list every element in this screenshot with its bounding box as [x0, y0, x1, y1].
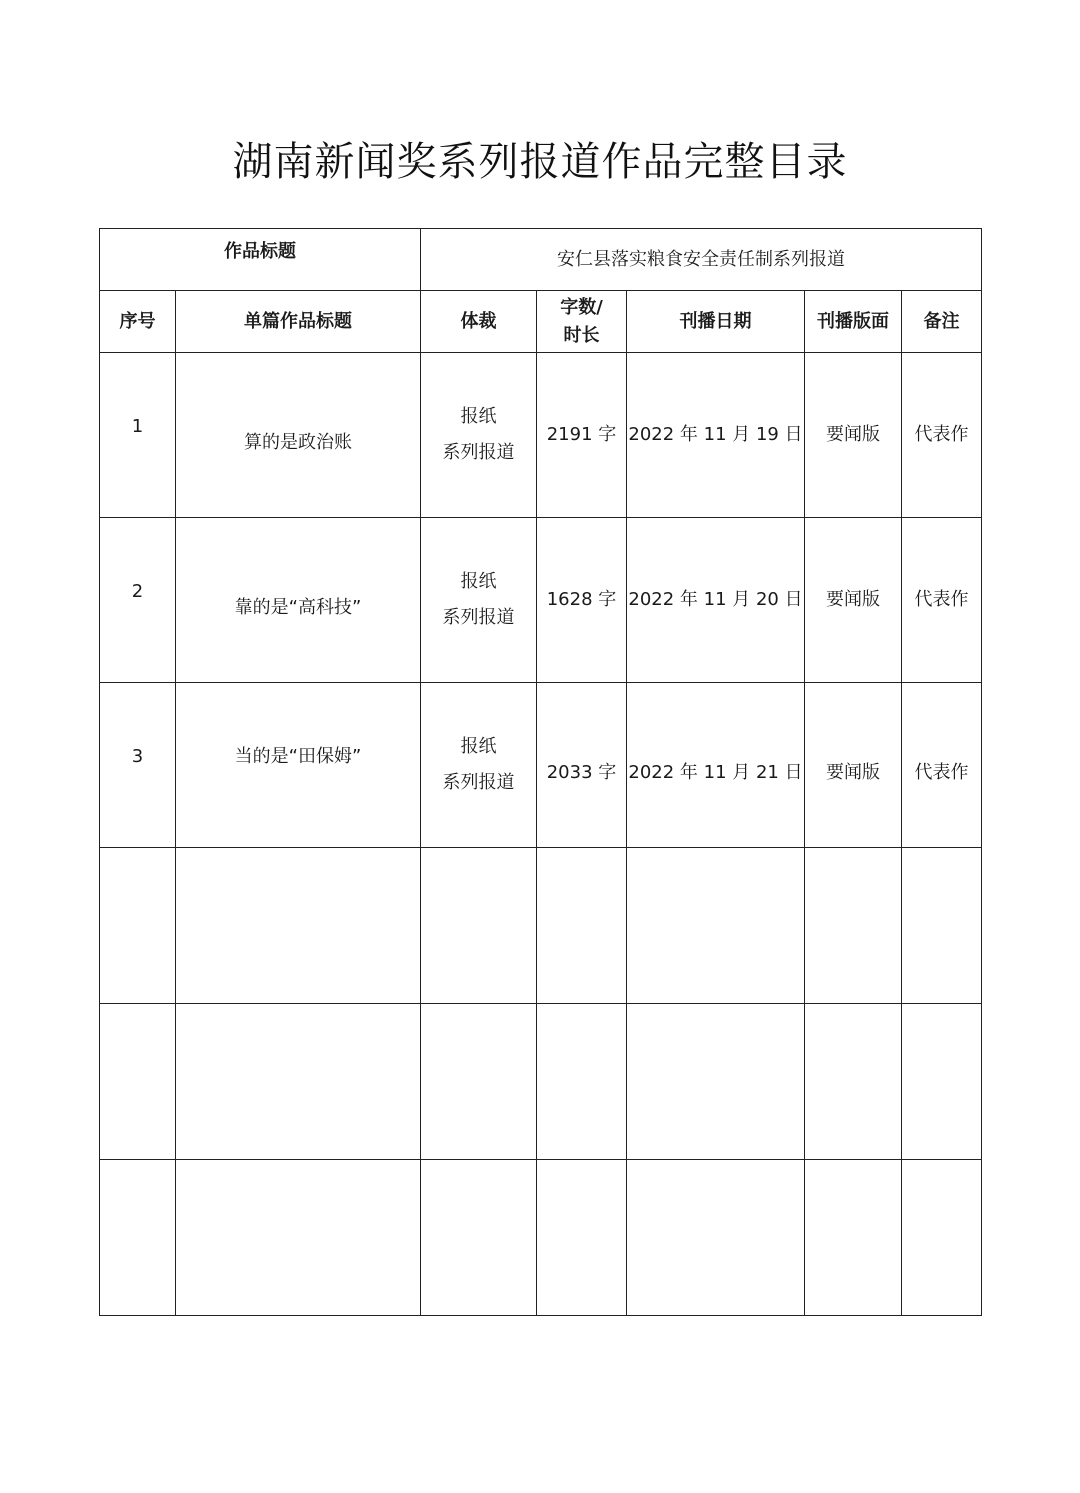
row-genre-line1: 报纸 [460, 736, 497, 758]
row-date [627, 683, 805, 848]
empty-cell [805, 1004, 902, 1160]
empty-cell [805, 848, 902, 1004]
empty-cell [176, 1004, 421, 1160]
row-genre [421, 683, 537, 848]
empty-cell [627, 848, 805, 1004]
row-page: 要闻版 [805, 353, 902, 518]
row-remark: 代表作 [902, 353, 982, 518]
row-title-text: 算的是政治账 [244, 432, 352, 454]
empty-cell [100, 1160, 176, 1316]
work-title-value-cell [421, 229, 982, 291]
empty-cell [902, 848, 982, 1004]
row-date: 2022 年 11 月 20 日 [627, 518, 805, 683]
row-length: 1628 字 [537, 518, 627, 683]
row-index [100, 683, 176, 848]
empty-cell [902, 1004, 982, 1160]
header-genre: 体裁 [421, 291, 537, 353]
empty-cell [421, 848, 537, 1004]
row-length: 2191 字 [537, 353, 627, 518]
row-length [537, 683, 627, 848]
row-length-text: 2033 字 [546, 762, 617, 784]
header-item-title: 单篇作品标题 [176, 291, 421, 353]
header-row [100, 291, 982, 353]
row-page: 要闻版 [805, 518, 902, 683]
row-page-text: 要闻版 [826, 762, 880, 784]
empty-cell [627, 1004, 805, 1160]
row-remark [902, 683, 982, 848]
empty-cell [537, 848, 627, 1004]
empty-cell [537, 1160, 627, 1316]
work-title-label-cell [100, 229, 421, 291]
row-genre [421, 518, 537, 683]
row-index [100, 518, 176, 683]
work-title-value: 安仁县落实粮食安全责任制系列报道 [557, 248, 845, 270]
row-title [176, 353, 421, 518]
row-title-text: 靠的是“高科技” [234, 597, 362, 619]
catalog-table [99, 228, 982, 1316]
empty-row [100, 848, 982, 1004]
table-row [100, 683, 982, 848]
header-length-line2: 时长 [563, 324, 600, 346]
row-index [100, 353, 176, 518]
empty-cell [176, 848, 421, 1004]
header-page: 刊播版面 [805, 291, 902, 353]
row-genre-line1: 报纸 [460, 406, 497, 428]
row-index-text: 1 [131, 416, 144, 438]
row-remark-text: 代表作 [914, 762, 969, 784]
empty-cell [902, 1160, 982, 1316]
empty-row [100, 1160, 982, 1316]
row-genre-line1: 报纸 [460, 571, 497, 593]
header-length [537, 291, 627, 353]
empty-cell [421, 1160, 537, 1316]
row-genre-line2: 系列报道 [442, 442, 515, 463]
empty-cell [537, 1004, 627, 1160]
table-row [100, 518, 982, 683]
row-date: 2022 年 11 月 19 日 [627, 353, 805, 518]
table-row [100, 353, 982, 518]
empty-cell [627, 1160, 805, 1316]
row-index-text: 3 [131, 746, 144, 768]
empty-row [100, 1004, 982, 1160]
empty-cell [805, 1160, 902, 1316]
row-date-text: 2022 年 11 月 21 日 [628, 762, 803, 784]
header-index: 序号 [100, 291, 176, 353]
row-title [176, 518, 421, 683]
empty-cell [176, 1160, 421, 1316]
work-title-label: 作品标题 [224, 240, 296, 262]
row-remark: 代表作 [902, 518, 982, 683]
row-genre-line2: 系列报道 [442, 607, 515, 628]
row-title [176, 683, 421, 848]
header-remark: 备注 [902, 291, 982, 353]
work-title-row [100, 229, 982, 291]
row-genre [421, 353, 537, 518]
row-genre-line2: 系列报道 [442, 772, 515, 793]
row-title-text: 当的是“田保姆” [234, 746, 362, 768]
row-index-text: 2 [131, 581, 144, 603]
header-date: 刊播日期 [627, 291, 805, 353]
header-length-line1: 字数/ [560, 296, 603, 318]
empty-cell [100, 848, 176, 1004]
empty-cell [421, 1004, 537, 1160]
row-page [805, 683, 902, 848]
document-title: 湖南新闻奖系列报道作品完整目录 [232, 139, 848, 185]
empty-cell [100, 1004, 176, 1160]
